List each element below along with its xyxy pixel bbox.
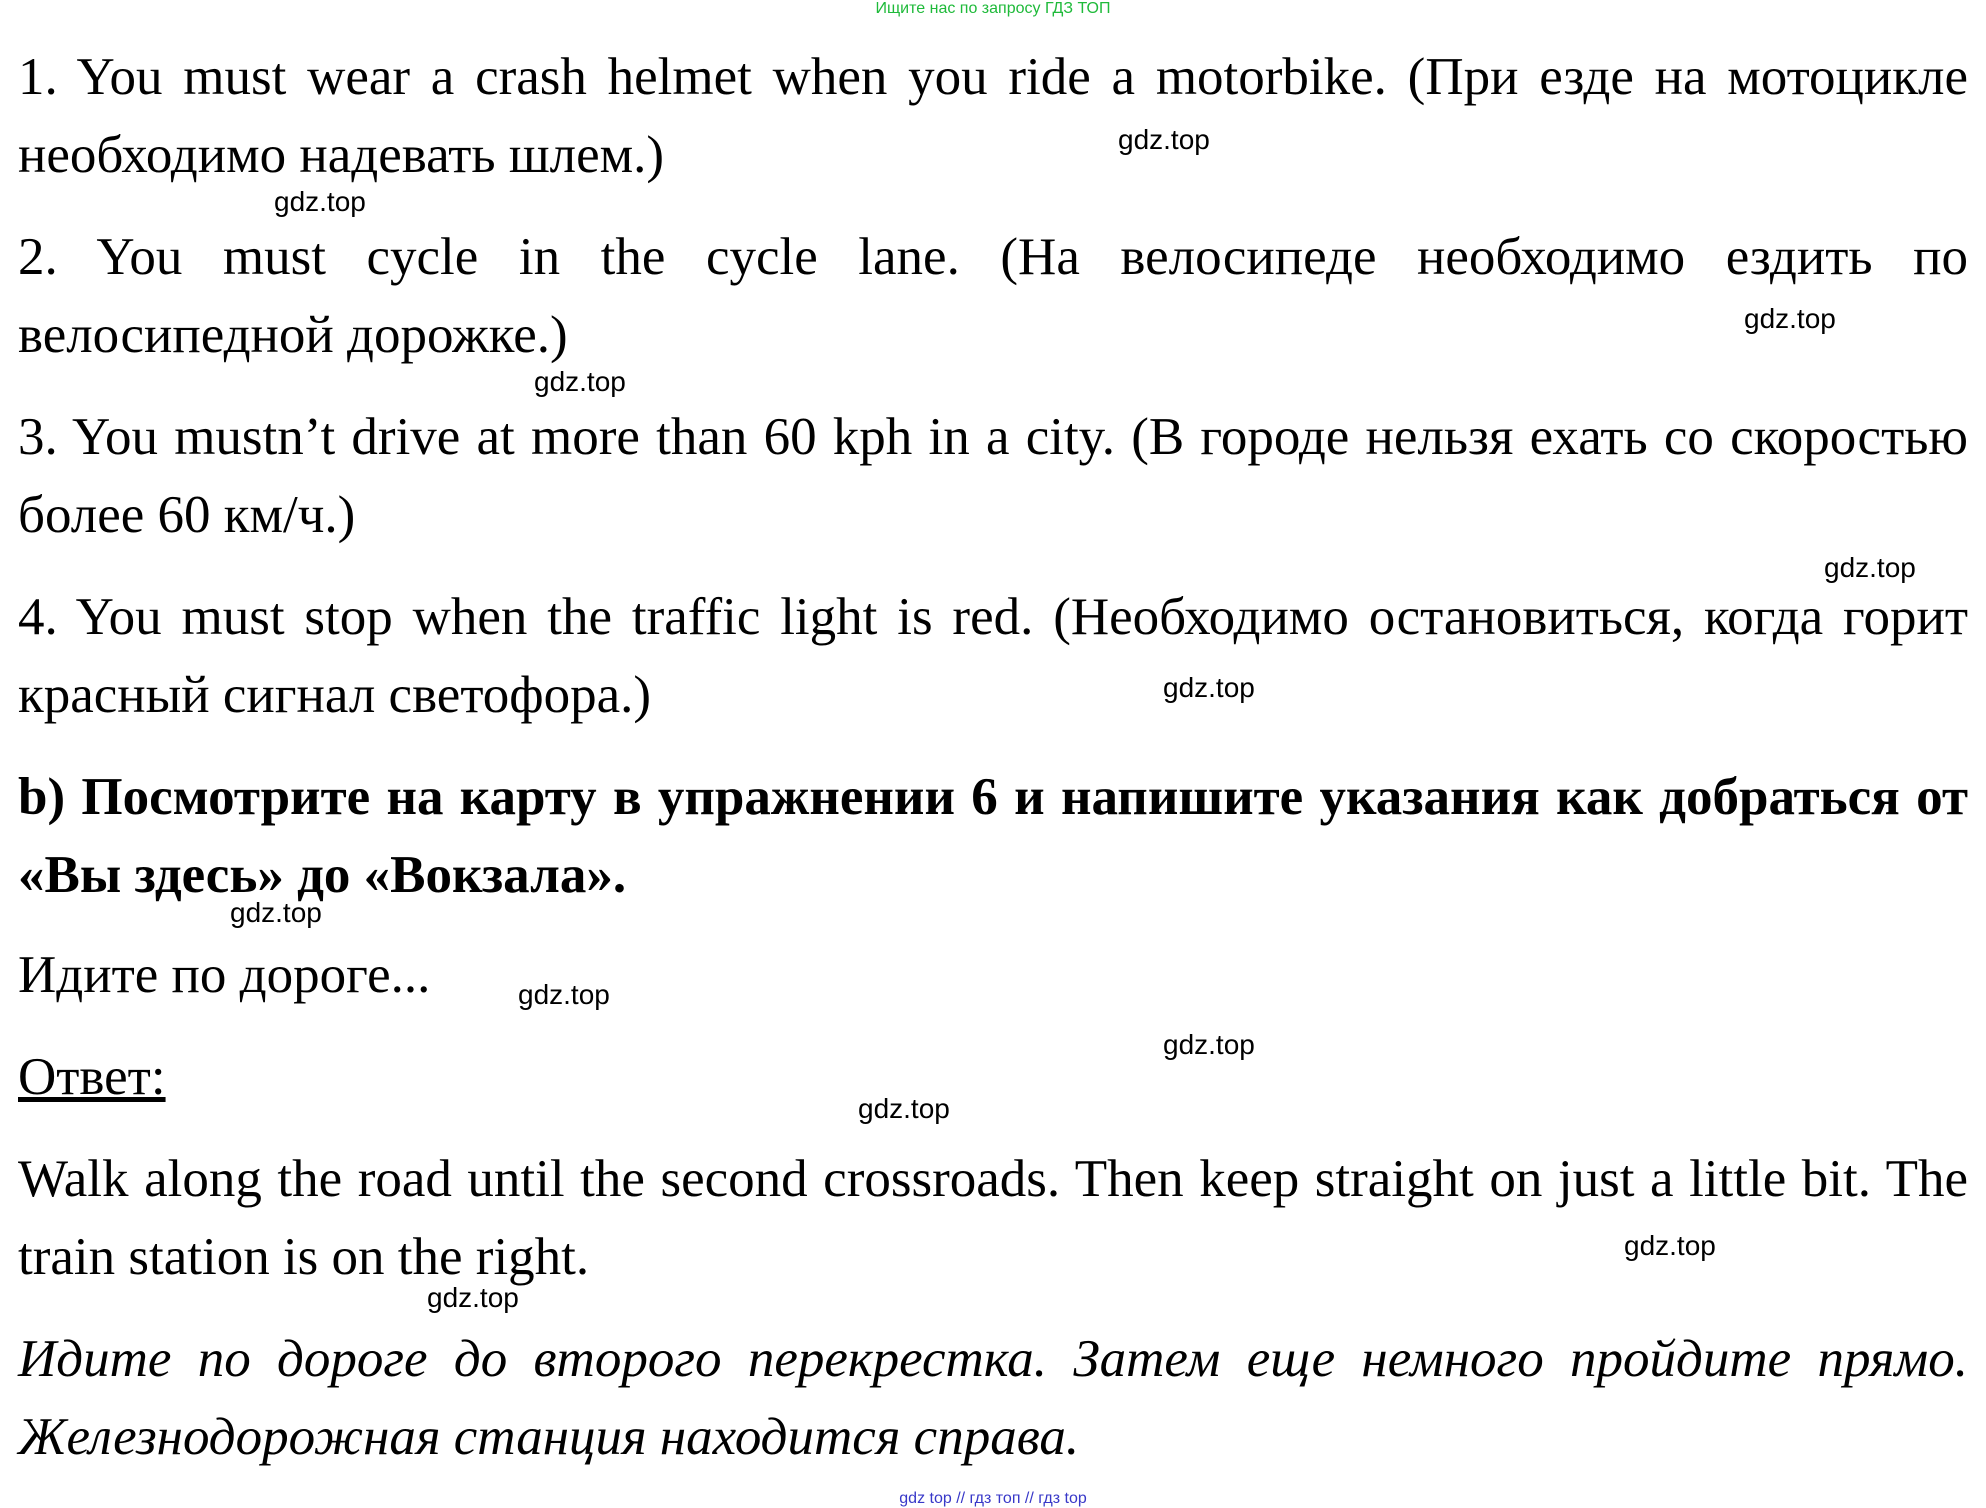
watermark: gdz.top xyxy=(1824,552,1916,583)
watermark: gdz.top xyxy=(518,979,610,1010)
watermark: gdz.top xyxy=(534,366,626,397)
list-item: 4. You must stop when the traffic light is red. (Необходимо остановиться, когда горит красный сигнал светофора.) xyxy=(18,588,1968,724)
footer-banner: gdz top // гдз топ // гдз top xyxy=(899,1490,1087,1507)
answer-label: Ответ: xyxy=(18,1048,166,1106)
answer-english: Walk along the road until the second crossroads. Then keep straight on just a little bit. The train station is on the right. xyxy=(18,1150,1968,1286)
header-banner: Ищите нас по запросу ГДЗ ТОП xyxy=(875,0,1111,17)
watermark: gdz.top xyxy=(427,1282,519,1313)
watermark: gdz.top xyxy=(230,897,322,928)
watermark: gdz.top xyxy=(858,1093,950,1124)
watermark: gdz.top xyxy=(1163,1029,1255,1060)
watermark: gdz.top xyxy=(1624,1230,1716,1261)
task-heading: b) Посмотрите на карту в упражнении 6 и напишите указания как добраться от «Вы здесь» до «Вокзала». xyxy=(18,768,1968,904)
list-item: 3. You mustn’t drive at more than 60 kph in a city. (В городе нельзя ехать со скоростью более 60 км/ч.) xyxy=(18,408,1968,544)
watermark: gdz.top xyxy=(1118,124,1210,155)
watermark: gdz.top xyxy=(1744,303,1836,334)
prompt-text: Идите по дороге... xyxy=(18,946,431,1004)
answer-russian: Идите по дороге до второго перекрестка. Затем еще немного пройдите прямо. Железнодорожная станция находится справа. xyxy=(18,1330,1968,1466)
list-item: 1. You must wear a crash helmet when you ride a motorbike. (При езде на мотоцикле необходимо надевать шлем.) xyxy=(18,48,1968,184)
watermark: gdz.top xyxy=(1163,672,1255,703)
watermark: gdz.top xyxy=(274,186,366,217)
list-item: 2. You must cycle in the cycle lane. (На велосипеде необходимо ездить по велосипедной дорожке.) xyxy=(18,228,1968,364)
